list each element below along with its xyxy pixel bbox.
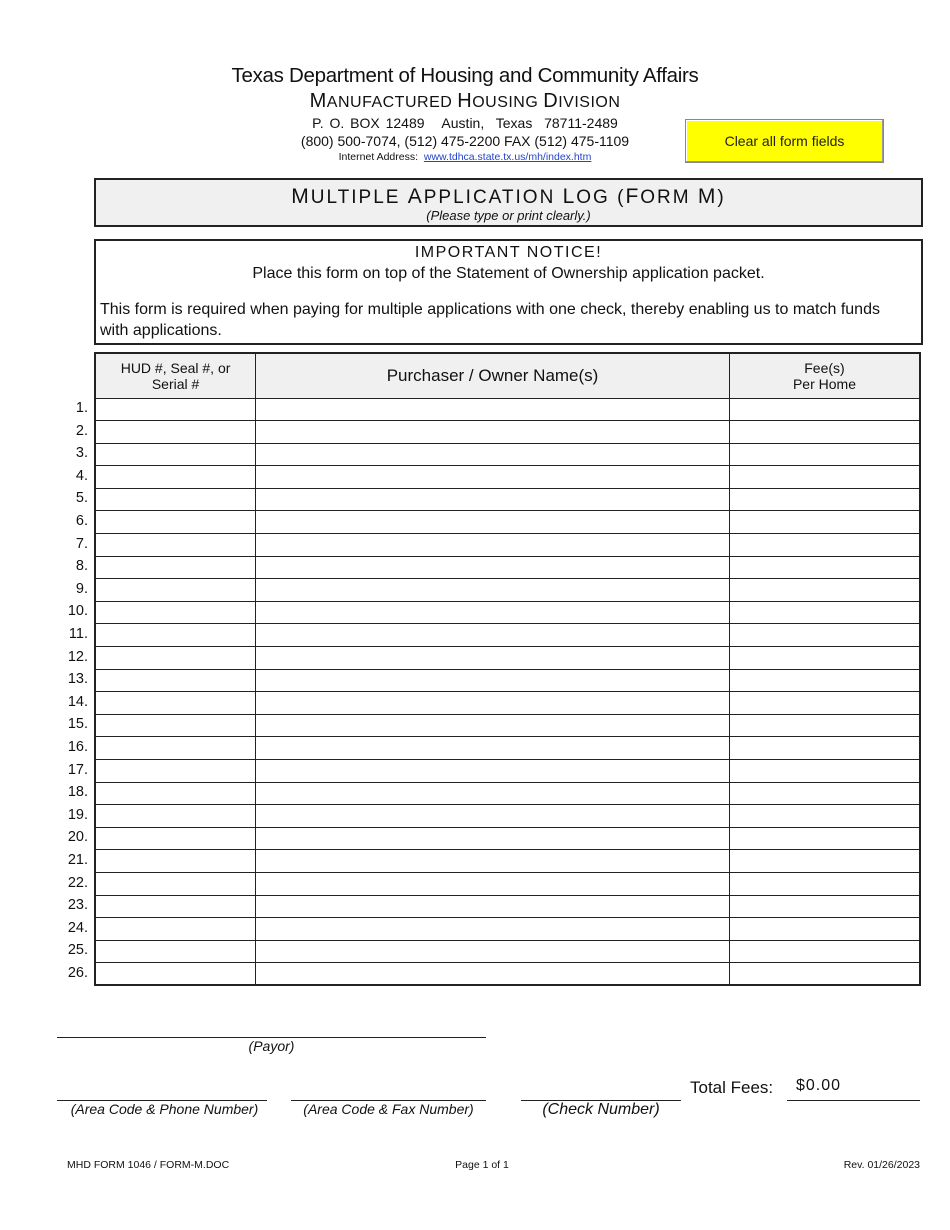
row-number: 12. (67, 648, 88, 665)
row-number: 3. (75, 445, 88, 462)
hud-serial-cell[interactable] (95, 443, 256, 466)
fee-cell[interactable] (729, 511, 920, 534)
hud-serial-cell[interactable] (95, 534, 256, 557)
check-number-label: (Check Number) (542, 1101, 660, 1118)
table-row (95, 760, 920, 783)
fee-cell[interactable] (729, 421, 920, 444)
table-row (95, 511, 920, 534)
owner-name-cell[interactable] (256, 556, 730, 579)
hud-serial-cell[interactable] (95, 669, 256, 692)
owner-name-cell[interactable] (256, 805, 730, 828)
owner-name-cell[interactable] (256, 918, 730, 941)
table-row (95, 782, 920, 805)
division-name: MANUFACTURED HOUSING DIVISION (309, 90, 621, 112)
table-row (95, 872, 920, 895)
owner-name-cell[interactable] (256, 669, 730, 692)
owner-name-cell[interactable] (256, 511, 730, 534)
fee-cell[interactable] (729, 398, 920, 421)
owner-name-cell[interactable] (256, 692, 730, 715)
table-row (95, 805, 920, 828)
fee-cell[interactable] (729, 443, 920, 466)
fee-cell[interactable] (729, 850, 920, 873)
owner-name-cell[interactable] (256, 827, 730, 850)
row-number: 2. (75, 422, 88, 439)
row-number: 22. (67, 874, 88, 891)
agency-name: Texas Department of Housing and Community Affairs (231, 64, 699, 87)
table-row (95, 443, 920, 466)
page-number: Page 1 of 1 (455, 1159, 509, 1171)
row-number: 7. (75, 535, 88, 552)
row-number: 24. (67, 919, 88, 936)
notice-heading: IMPORTANT NOTICE! (414, 244, 603, 261)
fee-cell[interactable] (729, 534, 920, 557)
form-title: MULTIPLE APPLICATION LOG (FORM M) (291, 185, 726, 208)
phone-number-label: (Area Code & Phone Number) (70, 1101, 259, 1117)
table-row (95, 850, 920, 873)
row-number: 1. (75, 400, 88, 416)
hud-serial-cell[interactable] (95, 466, 256, 489)
table-row (95, 669, 920, 692)
fee-cell[interactable] (729, 488, 920, 511)
internet-address: Internet Address: www.tdhca.state.tx.us/mh/index.htm (338, 151, 592, 163)
row-number: 23. (67, 897, 88, 914)
phone-fax-numbers: (800) 500-7074, (512) 475-2200 FAX (512) 475-1109 (300, 133, 630, 149)
hud-serial-cell[interactable] (95, 850, 256, 873)
total-fees-label: Total Fees: (690, 1078, 774, 1097)
row-number: 8. (75, 558, 88, 575)
owner-name-cell[interactable] (256, 782, 730, 805)
hud-serial-cell[interactable] (95, 692, 256, 715)
hud-serial-cell[interactable] (95, 647, 256, 670)
hud-serial-cell[interactable] (95, 624, 256, 647)
hud-serial-cell[interactable] (95, 872, 256, 895)
fee-cell[interactable] (729, 963, 920, 986)
table-row (95, 421, 920, 444)
hud-serial-cell[interactable] (95, 918, 256, 941)
fee-cell[interactable] (729, 895, 920, 918)
row-number: 26. (67, 965, 88, 981)
notice-instruction: Place this form on top of the Statement of Ownership application packet. (252, 265, 765, 282)
col-hud-serial: HUD #, Seal #, or Serial # (95, 353, 256, 398)
hud-serial-cell[interactable] (95, 895, 256, 918)
owner-name-cell[interactable] (256, 872, 730, 895)
fee-cell[interactable] (729, 692, 920, 715)
hud-serial-cell[interactable] (95, 421, 256, 444)
owner-name-cell[interactable] (256, 398, 730, 421)
table-row (95, 692, 920, 715)
table-header-row (95, 353, 920, 398)
hud-serial-cell[interactable] (95, 760, 256, 783)
hud-serial-cell[interactable] (95, 963, 256, 986)
hud-serial-cell[interactable] (95, 398, 256, 421)
fee-cell[interactable] (729, 737, 920, 760)
mailing-address: P. O. BOX 12489 Austin, Texas 78711-2489 (312, 115, 618, 131)
owner-name-cell[interactable] (256, 737, 730, 760)
owner-name-cell[interactable] (256, 421, 730, 444)
row-number: 18. (67, 784, 88, 801)
hud-serial-cell[interactable] (95, 737, 256, 760)
hud-serial-cell[interactable] (95, 556, 256, 579)
important-notice-box (94, 239, 923, 345)
fee-cell[interactable] (729, 579, 920, 602)
col-fee-per-home: Fee(s) Per Home (729, 353, 920, 398)
table-row (95, 579, 920, 602)
row-number: 4. (75, 467, 88, 484)
row-number: 5. (75, 490, 88, 507)
hud-serial-cell[interactable] (95, 601, 256, 624)
application-log-table (94, 352, 921, 986)
table-row (95, 918, 920, 941)
owner-name-cell[interactable] (256, 488, 730, 511)
table-row (95, 647, 920, 670)
hud-serial-cell[interactable] (95, 714, 256, 737)
hud-serial-cell[interactable] (95, 782, 256, 805)
row-number: 10. (67, 603, 88, 620)
fee-cell[interactable] (729, 714, 920, 737)
fee-cell[interactable] (729, 918, 920, 941)
owner-name-cell[interactable] (256, 579, 730, 602)
fax-number-label: (Area Code & Fax Number) (303, 1101, 474, 1117)
owner-name-cell[interactable] (256, 714, 730, 737)
row-number: 11. (68, 626, 88, 642)
hud-serial-cell[interactable] (95, 488, 256, 511)
hud-serial-cell[interactable] (95, 579, 256, 602)
owner-name-cell[interactable] (256, 443, 730, 466)
row-number: 6. (75, 513, 88, 529)
table-row (95, 895, 920, 918)
fee-cell[interactable] (729, 872, 920, 895)
payor-label: (Payor) (248, 1038, 295, 1054)
fee-cell[interactable] (729, 624, 920, 647)
fee-cell[interactable] (729, 669, 920, 692)
row-number: 25. (67, 942, 88, 959)
table-row (95, 601, 920, 624)
row-number: 13. (67, 671, 88, 688)
fee-cell[interactable] (729, 805, 920, 828)
fee-cell[interactable] (729, 827, 920, 850)
row-number: 14. (67, 693, 88, 710)
table-row (95, 714, 920, 737)
fee-cell[interactable] (729, 556, 920, 579)
table-row (95, 940, 920, 963)
table-row (95, 624, 920, 647)
hud-serial-cell[interactable] (95, 827, 256, 850)
hud-serial-cell[interactable] (95, 805, 256, 828)
hud-serial-cell[interactable] (95, 940, 256, 963)
table-row (95, 398, 920, 421)
fee-cell[interactable] (729, 466, 920, 489)
table-row (95, 737, 920, 760)
owner-name-cell[interactable] (256, 601, 730, 624)
owner-name-cell[interactable] (256, 940, 730, 963)
form-title-box (94, 178, 923, 227)
total-fees-line (787, 1100, 920, 1101)
owner-name-cell[interactable] (256, 895, 730, 918)
notice-explanation: This form is required when paying for multiple applications with one check, thereby enabling us to match funds with applications. (100, 301, 880, 339)
row-number: 21. (67, 852, 88, 868)
row-number: 17. (67, 761, 88, 778)
row-number: 9. (75, 580, 88, 597)
table-row (95, 488, 920, 511)
row-number: 15. (67, 716, 88, 733)
owner-name-cell[interactable] (256, 466, 730, 489)
row-number: 16. (67, 739, 88, 755)
fee-cell[interactable] (729, 940, 920, 963)
fee-cell[interactable] (729, 760, 920, 783)
form-number: MHD FORM 1046 / FORM-M.DOC (67, 1159, 230, 1171)
table-row (95, 534, 920, 557)
owner-name-cell[interactable] (256, 647, 730, 670)
table-row (95, 963, 920, 986)
hud-serial-cell[interactable] (95, 511, 256, 534)
owner-name-cell[interactable] (256, 624, 730, 647)
fee-cell[interactable] (729, 782, 920, 805)
owner-name-cell[interactable] (256, 534, 730, 557)
revision-date: Rev. 01/26/2023 (843, 1159, 920, 1171)
fee-cell[interactable] (729, 647, 920, 670)
table-row (95, 556, 920, 579)
row-number: 20. (67, 829, 88, 846)
table-row (95, 827, 920, 850)
col-purchaser-owner: Purchaser / Owner Name(s) (256, 353, 730, 398)
clear-all-fields-button[interactable]: Clear all form fields (685, 119, 884, 163)
total-fees-value: $0.00 (796, 1077, 842, 1094)
owner-name-cell[interactable] (256, 760, 730, 783)
owner-name-cell[interactable] (256, 850, 730, 873)
form-subtitle: (Please type or print clearly.) (426, 208, 591, 223)
row-number: 19. (67, 806, 88, 823)
table-row (95, 466, 920, 489)
fee-cell[interactable] (729, 601, 920, 624)
owner-name-cell[interactable] (256, 963, 730, 986)
website-link[interactable]: www.tdhca.state.tx.us/mh/index.htm (423, 151, 592, 163)
